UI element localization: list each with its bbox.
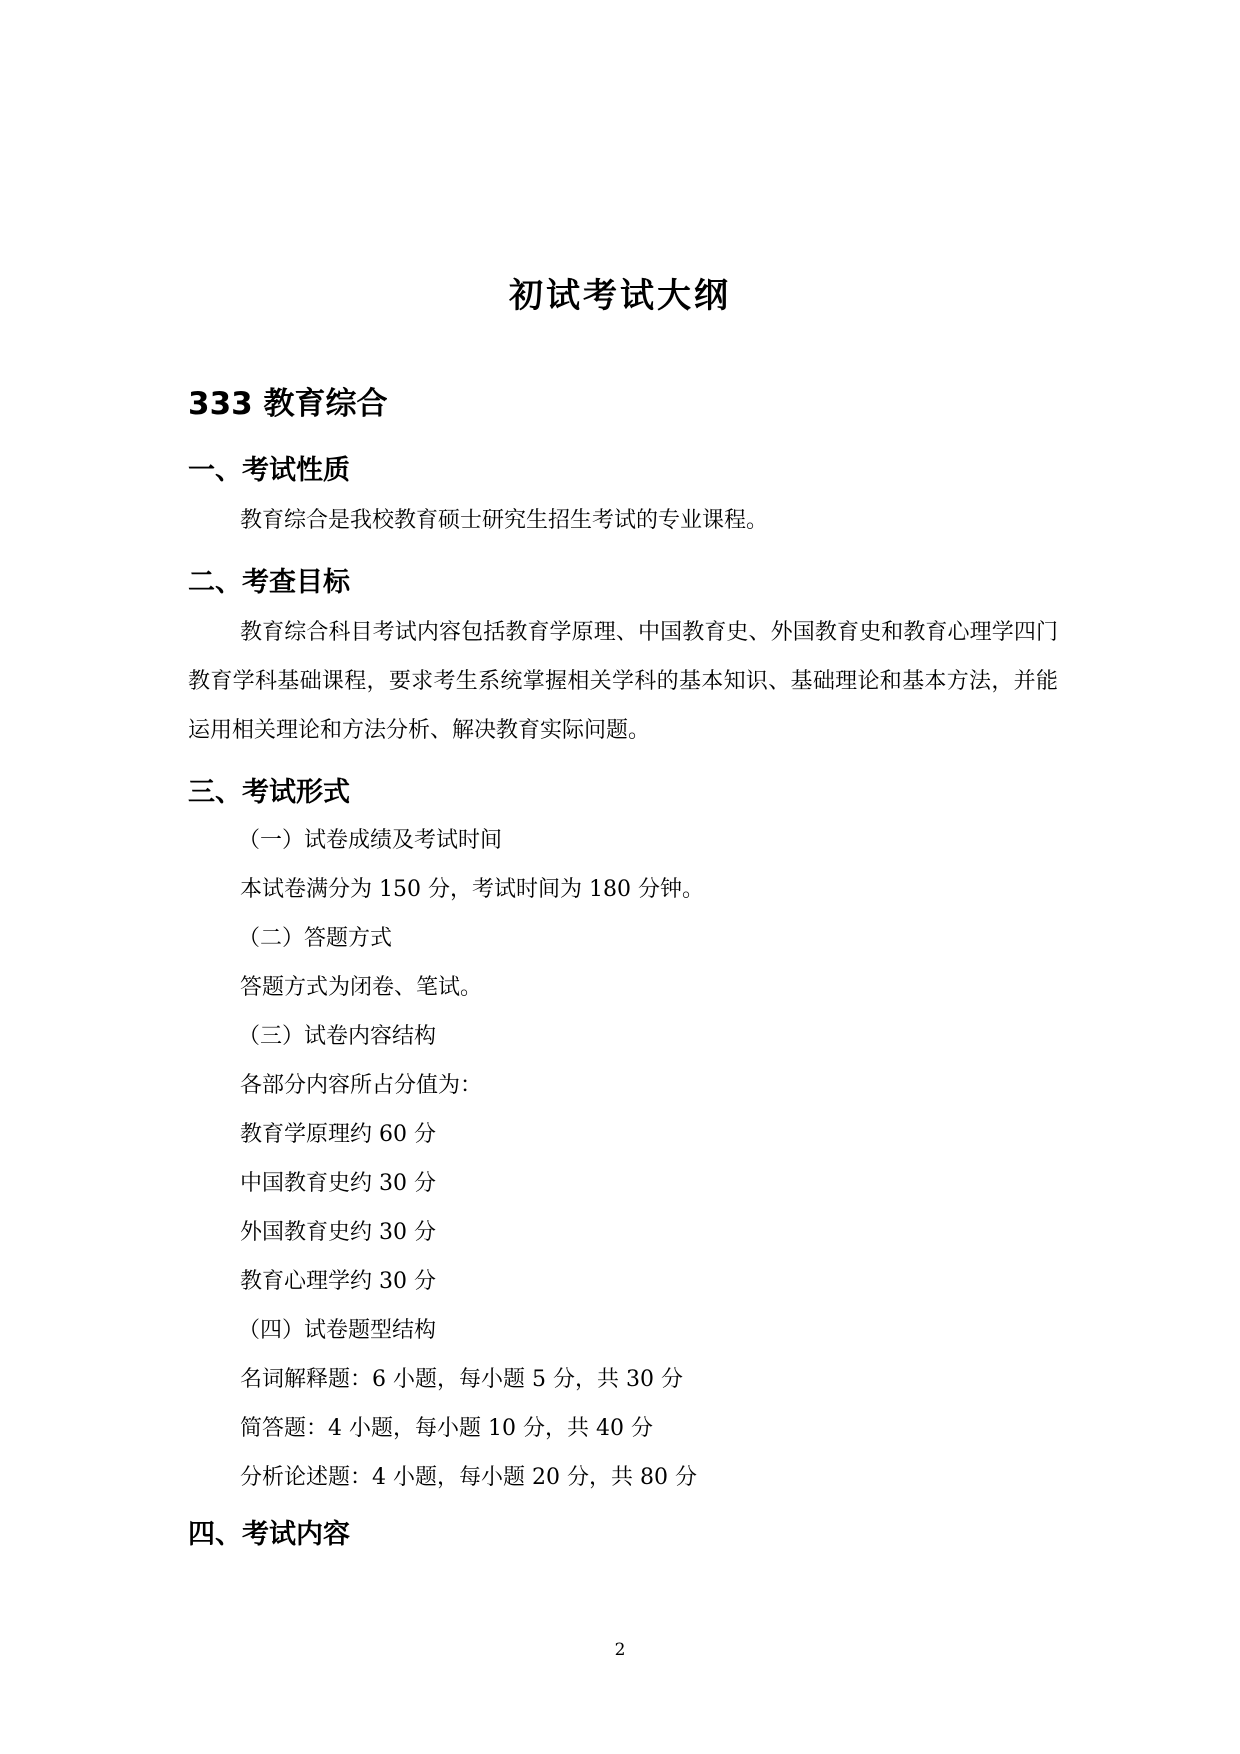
section-heading-objectives: 二、考查目标 [188, 567, 350, 598]
section-paragraph-nature: 教育综合是我校教育硕士研究生招生考试的专业课程。 [240, 508, 769, 533]
section-paragraph-objectives: 教育综合科目考试内容包括教育学原理、中国教育史、外国教育史和教育心理学四门教育学科基础课程，要求考生系统掌握相关学科的基本知识、基础理论和基本方法，并能运用相关理论和方法分析、解决教育实际问题。 [188, 620, 1058, 743]
subsection-title: （一）试卷成绩及考试时间 [238, 828, 503, 853]
subsection-line: 分析论述题：4 小题，每小题 20 分，共 80 分 [240, 1465, 697, 1490]
subsection-line: 简答题：4 小题，每小题 10 分，共 40 分 [240, 1416, 653, 1441]
subsection-line: 教育心理学约 30 分 [240, 1269, 436, 1294]
subsection-line: 名词解释题：6 小题，每小题 5 分，共 30 分 [240, 1367, 683, 1392]
section-heading-nature: 一、考试性质 [188, 455, 350, 486]
section-heading-content: 四、考试内容 [188, 1519, 350, 1550]
subsection-title: （四）试卷题型结构 [238, 1318, 437, 1343]
subsection-line: 答题方式为闭卷、笔试。 [240, 975, 483, 1000]
document-title: 初试考试大纲 [509, 276, 731, 316]
subsection-title: （三）试卷内容结构 [238, 1024, 437, 1049]
subsection-title: （二）答题方式 [238, 926, 393, 951]
section-heading-format: 三、考试形式 [188, 777, 350, 808]
subsection-line: 教育学原理约 60 分 [240, 1122, 436, 1147]
subsection-line: 本试卷满分为 150 分，考试时间为 180 分钟。 [240, 877, 704, 902]
subsection-line: 各部分内容所占分值为： [240, 1073, 483, 1098]
subject-heading: 333 教育综合 [188, 386, 388, 422]
subsection-line: 外国教育史约 30 分 [240, 1220, 436, 1245]
subsection-line: 中国教育史约 30 分 [240, 1171, 436, 1196]
page-number: 2 [614, 1640, 626, 1660]
